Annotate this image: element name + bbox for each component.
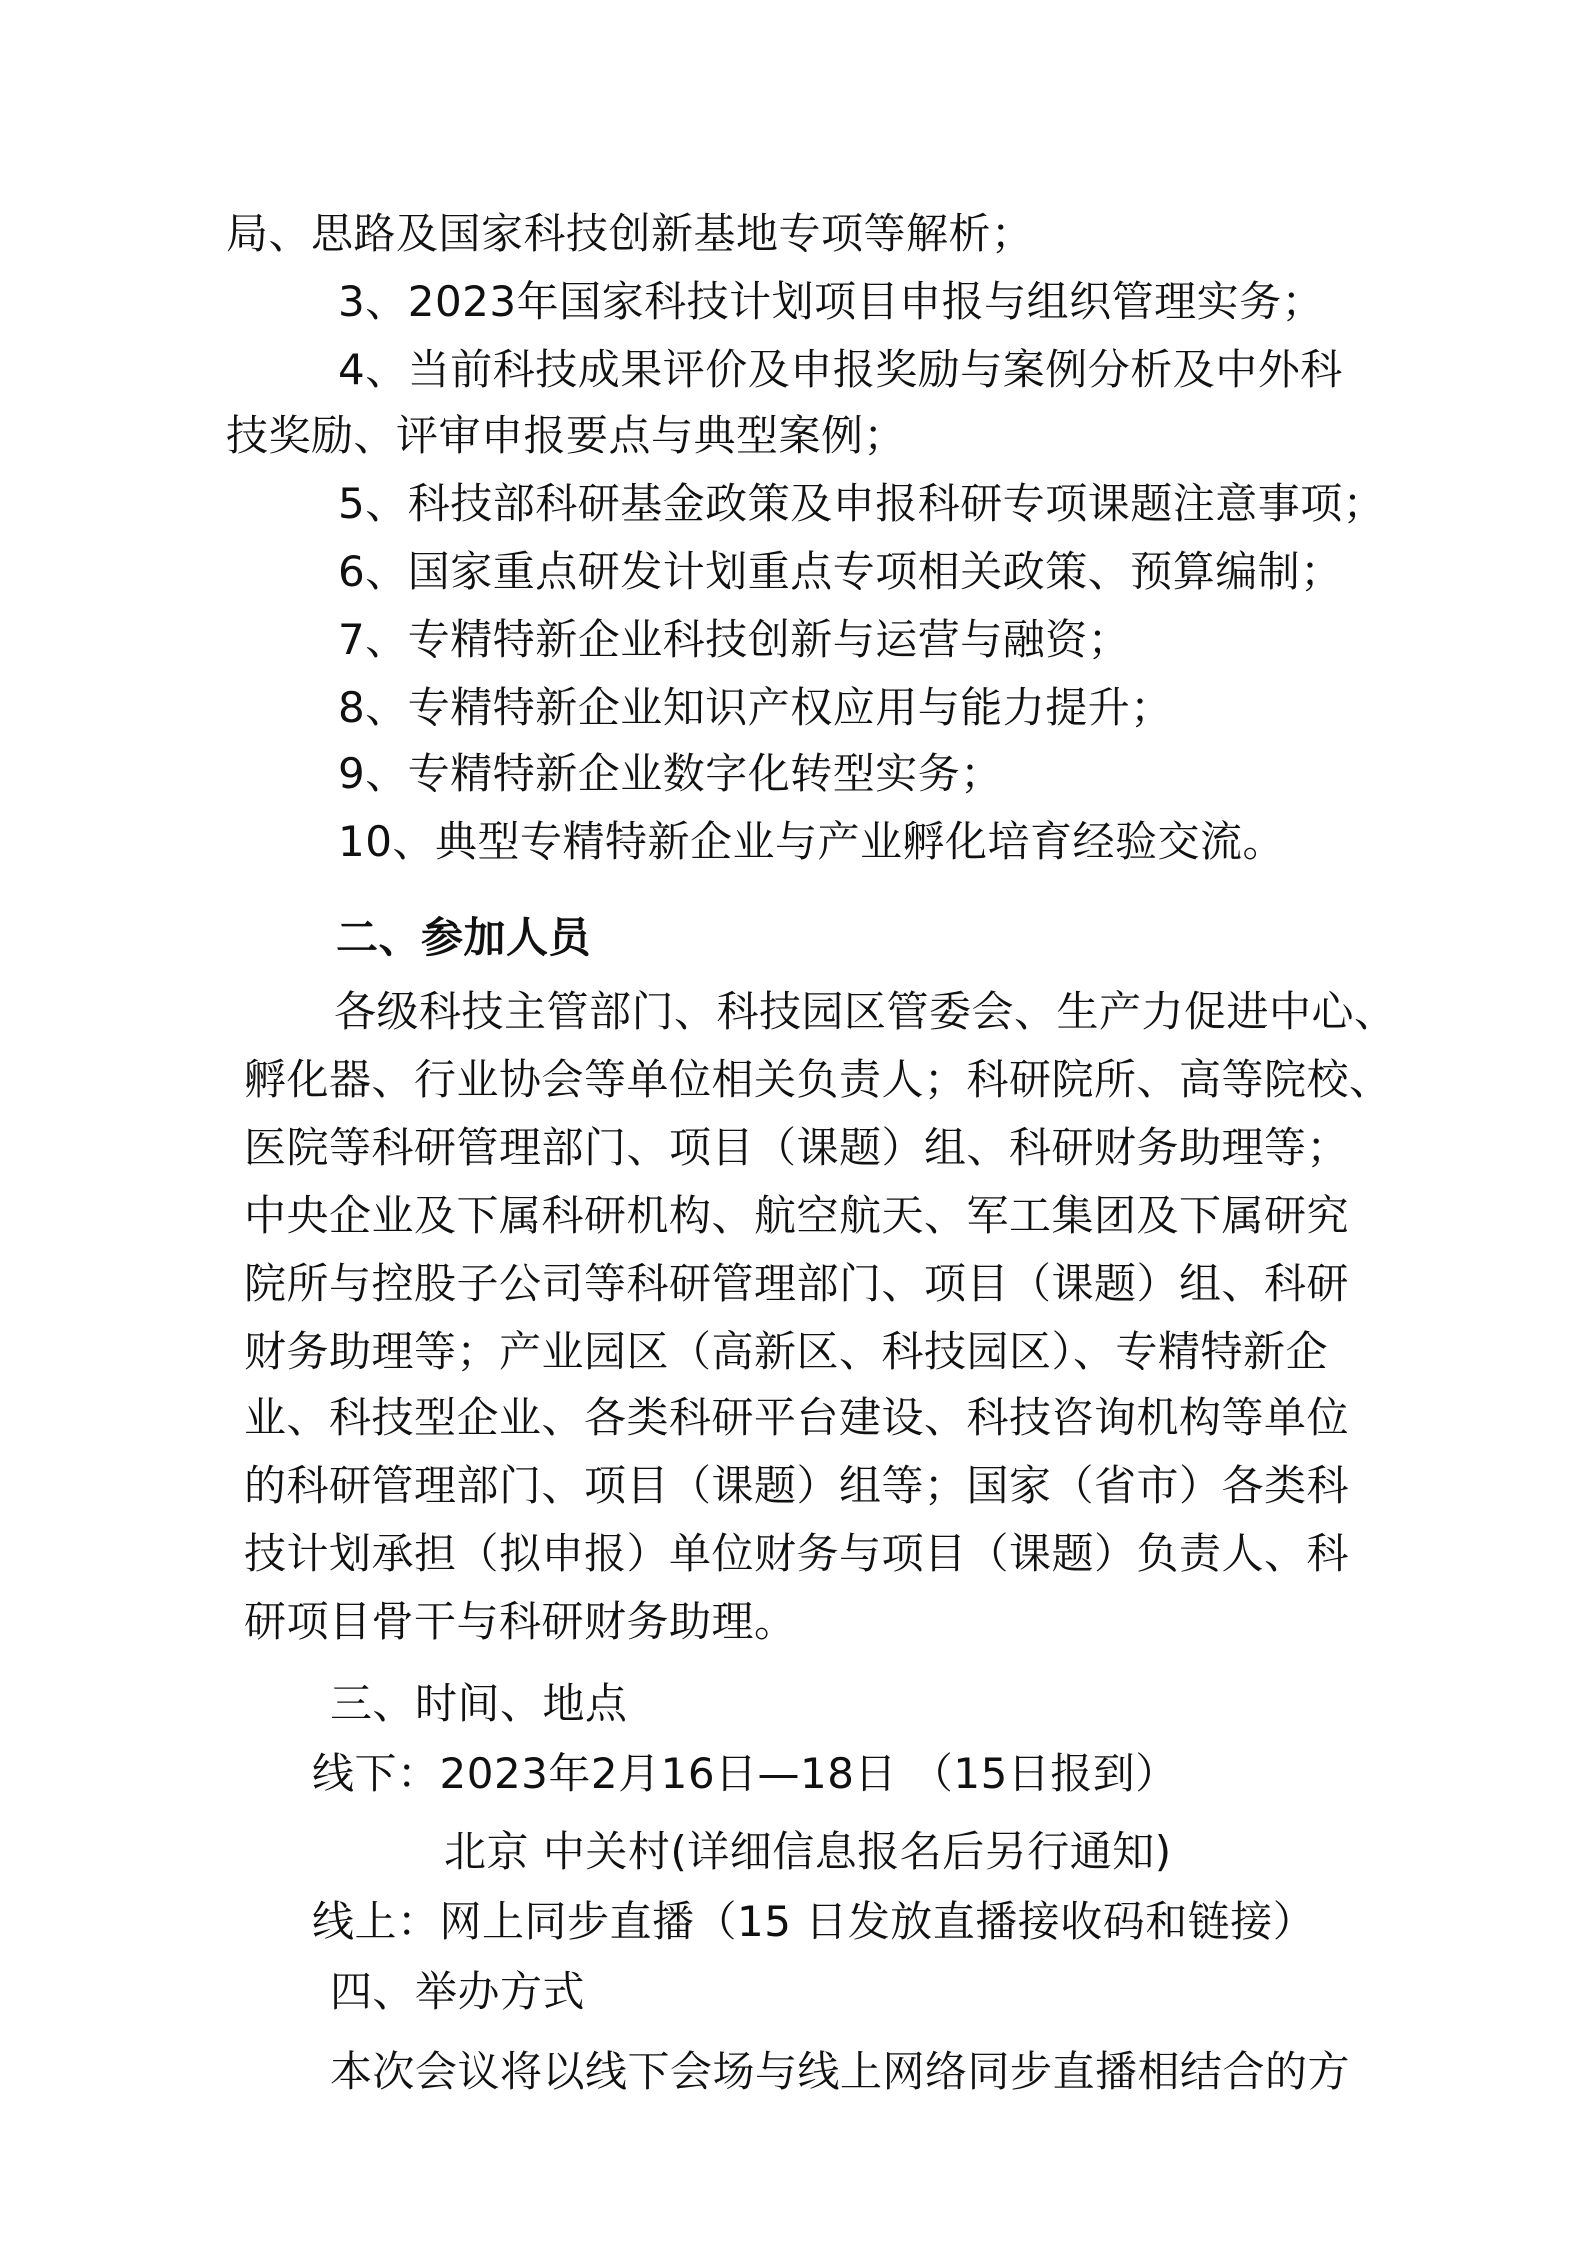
participants-paragraph-line: 业、科技型企业、各类科研平台建设、科技咨询机构等单位: [244, 1393, 1350, 1442]
participants-paragraph-line: 院所与控股子公司等科研管理部门、项目（课题）组、科研: [244, 1259, 1350, 1308]
list-item-4: 4、当前科技成果评价及申报奖励与案例分析及中外科: [338, 345, 1343, 394]
list-item-4-continuation: 技奖励、评审申报要点与典型案例；: [226, 411, 907, 460]
section-heading-format: 四、举办方式: [330, 1967, 586, 2016]
section-heading-time-location: 三、时间、地点: [330, 1679, 628, 1728]
list-item-9: 9、专精特新企业数字化转型实务；: [338, 749, 1003, 798]
participants-paragraph-line: 技计划承担（拟申报）单位财务与项目（课题）负责人、科: [244, 1529, 1350, 1578]
list-item-6: 6、国家重点研发计划重点专项相关政策、预算编制；: [338, 547, 1343, 596]
participants-paragraph-line: 孵化器、行业协会等单位相关负责人；科研院所、高等院校、: [244, 1055, 1392, 1104]
list-item-3: 3、2023年国家科技计划项目申报与组织管理实务；: [338, 277, 1325, 326]
participants-paragraph-line: 中央企业及下属科研机构、航空航天、军工集团及下属研究: [244, 1191, 1350, 1240]
participants-paragraph-line: 研项目骨干与科研财务助理。: [244, 1597, 797, 1646]
list-item-5: 5、科技部科研基金政策及申报科研专项课题注意事项；: [338, 479, 1386, 528]
section-heading-participants: 二、参加人员: [336, 913, 592, 962]
online-schedule: 线上：网上同步直播（15 日发放直播接收码和链接）: [312, 1897, 1316, 1946]
offline-location: 北京 中关村(详细信息报名后另行通知): [444, 1827, 1172, 1876]
list-item-10: 10、典型专精特新企业与产业孵化培育经验交流。: [338, 817, 1285, 866]
participants-paragraph-line: 各级科技主管部门、科技园区管委会、生产力促进中心、: [334, 987, 1397, 1036]
offline-schedule: 线下：2023年2月16日—18日 （15日报到）: [312, 1749, 1178, 1798]
participants-paragraph-line: 财务助理等；产业园区（高新区、科技园区）、专精特新企: [244, 1327, 1329, 1376]
list-item-8: 8、专精特新企业知识产权应用与能力提升；: [338, 683, 1173, 732]
list-item-7: 7、专精特新企业科技创新与运营与融资；: [338, 615, 1131, 664]
participants-paragraph-line: 医院等科研管理部门、项目（课题）组、科研财务助理等；: [244, 1123, 1350, 1172]
format-paragraph-line: 本次会议将以线下会场与线上网络同步直播相结合的方: [330, 2047, 1351, 2096]
list-item-2-continuation: 局、思路及国家科技创新基地专项等解析；: [226, 209, 1034, 258]
participants-paragraph-line: 的科研管理部门、项目（课题）组等；国家（省市）各类科: [244, 1461, 1350, 1510]
